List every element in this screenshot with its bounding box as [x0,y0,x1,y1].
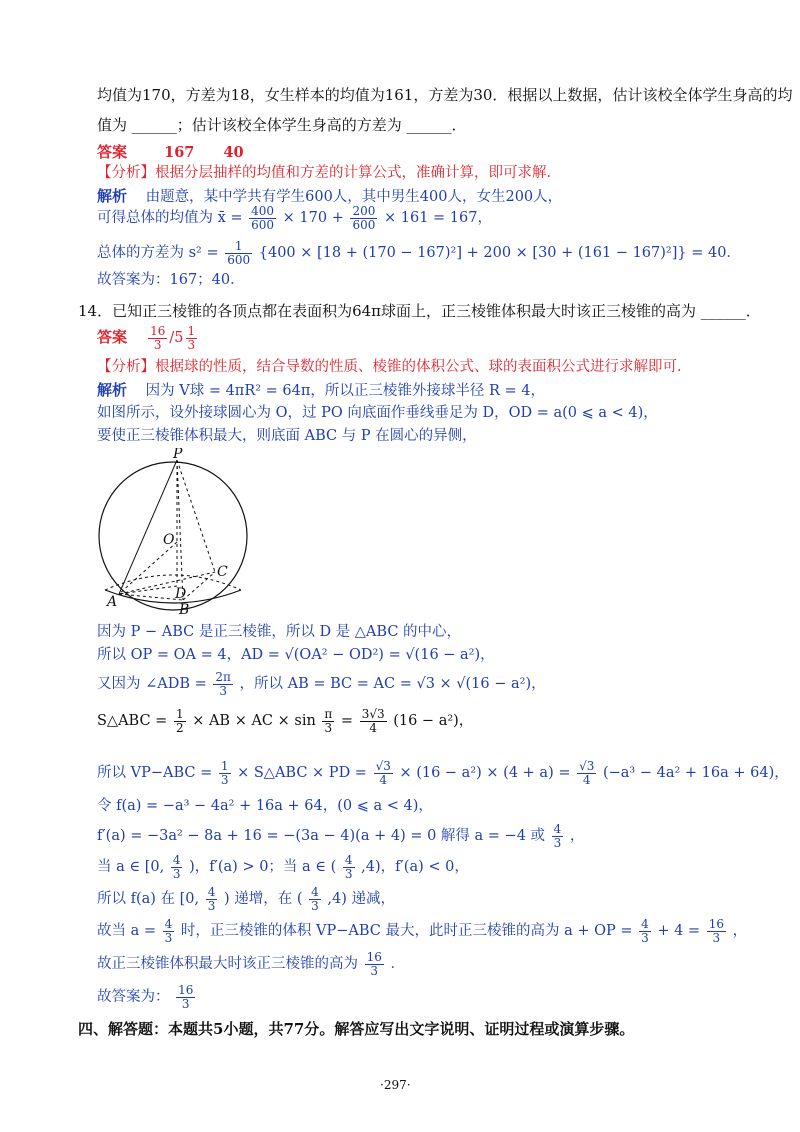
frac [350,205,377,231]
q14-s10-post: ， [569,828,585,845]
frac-num: 4 [641,917,649,931]
frac-den: 3 [153,337,162,352]
frac-num: 4 [172,853,181,867]
frac-den: 3 [344,866,353,881]
q14-s13-mid: 时，正三棱锥的体积 VP−ABC 最大，此时正三棱锥的高为 a + OP = [180,923,633,940]
q14-s1 [97,381,545,400]
q14-s10 [97,823,584,849]
q13-sol3 [97,240,741,266]
q14-s13 [97,918,747,944]
frac-num: 1 [187,324,196,338]
frac [552,823,564,849]
q13-sol2-pre: 可得总体的均值为 x̄ = [97,210,243,227]
q14-s14-pre: 故正三棱锥体积最大时该正三棱锥的高为 [97,956,358,973]
q14-s1-text: 因为 V球 = 4πR² = 64π，所以正三棱锥外接球半径 R = 4， [145,383,546,399]
frac-den: 4 [379,772,388,787]
frac [186,325,198,351]
q14-s12-post: ,4) 递减， [327,891,396,908]
q14-s12-pre: 所以 f(a) 在 [0, [97,891,200,908]
frac [176,984,195,1010]
frac-den: 3 [181,996,190,1011]
frac-num: 2π [215,670,231,684]
q14-s12-mid: ) 递增，在 ( [224,891,303,908]
q13-sol1-text: 由题意，某中学共有学生600人，其中男生400人，女生200人， [145,189,563,205]
q14-s6-post: ，所以 AB = BC = AC = √3 × √(16 − a²)， [239,676,546,693]
frac [639,918,651,944]
frac [707,918,726,944]
answer-label: 答案 [97,328,128,347]
label-C: C [217,564,228,580]
q14-s6 [97,671,546,697]
q13-line1: 均值为170，方差为18，女生样本的均值为161，方差为30．根据以上数据，估计该校全体学生身高的均 [97,86,793,104]
page-number: ·297· [380,1078,411,1092]
frac-num: 3√3 [361,707,385,721]
q14-s10-pre: f′(a) = −3a² − 8a + 16 = −(3a − 4)(a + 4) = 0 解得 a = −4 或 [97,828,546,845]
q14-s4: 因为 P − ABC 是正三棱锥，所以 D 是 △ABC 的中心， [97,624,462,640]
frac-den: 600 [251,217,275,232]
answer-value: 167 40 [164,144,244,161]
q14-s12 [97,886,395,912]
frac-num: 16 [178,983,194,997]
answer-label: 答案 [97,143,128,161]
q13-line2: 值为 ______；估计该校全体学生身高的方差为 ______． [97,116,467,134]
frac [309,886,321,912]
q14-s7-pre: S△ABC = [97,713,168,730]
frac [174,708,186,734]
edge-PB [177,460,183,600]
q14-s15-pre: 故答案为： [97,989,170,1006]
q14-s14-post: ． [390,956,405,973]
frac-den: 3 [187,337,196,352]
q13-answer [97,142,244,161]
label-A: A [107,594,118,610]
q14-s11-pre: 当 a ∈ [0, [97,859,165,876]
q14-s13-mid2: + 4 = [657,923,701,940]
frac-num: 16 [708,917,724,931]
q14-s13-pre: 故当 a = [97,923,157,940]
frac [249,205,276,231]
frac [360,708,387,734]
edge-AC [119,572,215,594]
frac-num: 4 [553,822,562,836]
q14-s7-eq: = [340,713,354,730]
q14-s6-pre: 又因为 ∠ADB = [97,676,207,693]
q14-s9: 令 f(a) = −a³ − 4a² + 16a + 64，(0 ⩽ a < 4)， [97,798,433,814]
frac [213,671,233,697]
q14-s8-post: (−a³ − 4a² + 16a + 64)， [602,765,789,782]
frac-den: 3 [641,930,649,945]
frac-den: 600 [352,217,376,232]
q14-s11-post: ,4)，f′(a) < 0， [361,859,469,876]
frac [374,760,393,786]
frac [163,918,175,944]
q14-s8-mid2: × (16 − a²) × (4 + a) = [399,765,571,782]
q14-answer-value [146,324,199,352]
frac-den: 600 [227,252,251,267]
frac-den: 3 [311,898,319,913]
q14-s7-mid: × AB × AC × sin [192,713,316,730]
q13-sol1 [97,187,562,206]
frac [343,854,355,880]
q13-sol4: 故答案为：167；40． [97,272,245,288]
frac-den: 3 [207,898,216,913]
q14-analysis: 【分析】根据球的性质，结合导数的性质、棱锥的体积公式、球的表面积公式进行求解即可． [97,359,692,375]
frac-den: 3 [219,683,227,698]
sphere-pyramid-figure [95,448,255,618]
label-P: P [173,448,183,462]
solution-label: 解析 [97,381,128,399]
label-O: O [163,532,175,548]
frac-num: 4 [207,885,216,899]
q14-s8-mid: × S△ABC × PD = [237,765,367,782]
frac-den: 3 [712,930,721,945]
q13-sol2-post: × 161 = 167， [384,210,492,227]
q13-sol3-post: {400 × [18 + (170 − 167)²] + 200 × [30 + (161 − 167)²]} = 40． [258,245,741,262]
q14-s11 [97,854,469,880]
frac-num: 400 [251,204,275,218]
frac-num: π [324,707,333,721]
frac [148,325,167,351]
frac-den: 4 [582,772,591,787]
frac-den: 3 [553,835,562,850]
frac-num: 1 [225,240,252,254]
frac-num: 4 [344,853,353,867]
q13-sol2 [97,205,492,231]
segment-DA [119,586,177,594]
frac-num: 4 [164,917,173,931]
frac-num: 16 [366,950,382,964]
frac-den: 4 [369,720,377,735]
q14-s7-post: (16 − a²)， [393,713,474,730]
q14-s11-mid: )，f′(a) > 0；当 a ∈ ( [189,859,337,876]
segment-OA [119,542,177,594]
frac-den: 3 [172,866,181,881]
q14-s14 [97,951,405,977]
frac-den: 3 [220,772,229,787]
frac-den: 3 [324,720,333,735]
frac-den: 2 [175,720,184,735]
label-B: B [179,602,190,618]
frac [577,760,596,786]
answer-sep: /5 [169,330,184,347]
frac-num: 1 [175,707,184,721]
frac-num: √3 [375,759,391,773]
q13-analysis: 【分析】根据分层抽样的均值和方差的计算公式，准确计算，即可求解． [97,165,561,181]
solution-label: 解析 [97,187,128,205]
q14-s8-pre: 所以 VP−ABC = [97,765,213,782]
frac-num: 4 [311,885,319,899]
q14-question: 14．已知正三棱锥的各顶点都在表面积为64π球面上，正三棱锥体积最大时该正三棱锥的高为 ______． [78,302,761,320]
q14-s3: 要使正三棱锥体积最大，则底面 ABC 与 P 在圆心的异侧， [97,428,477,444]
q13-sol2-mid: × 170 + [282,210,344,227]
label-D: D [175,586,187,602]
q14-s5: 所以 OP = OA = 4，AD = √(OA² − OD²) = √(16 − a²)， [97,647,495,663]
frac [365,951,384,977]
frac [171,854,183,880]
q14-s2: 如图所示，设外接球圆心为 O，过 PO 向底面作垂线垂足为 D，OD = a(0 ⩽ a < 4)， [97,405,658,421]
q13-sol3-pre: 总体的方差为 s² = [97,245,219,262]
q14-answer [97,325,199,351]
frac [322,708,334,734]
q14-s13-post: ， [732,923,748,940]
frac-num: 200 [352,204,376,218]
frac [206,886,218,912]
frac-den: 3 [164,930,173,945]
frac [219,760,231,786]
q14-s7 [97,708,473,734]
edge-PC [177,460,215,572]
frac-den: 3 [370,963,379,978]
section-heading: 四、解答题：本题共5小题，共77分。解答应写出文字说明、证明过程或演算步骤。 [78,1020,635,1038]
q14-s8 [97,760,789,786]
frac-num: 16 [150,324,166,338]
edge-PA [119,460,177,594]
frac-num: 1 [220,759,229,773]
q14-s15 [97,984,197,1010]
frac-num: √3 [579,759,595,773]
frac [225,240,252,266]
